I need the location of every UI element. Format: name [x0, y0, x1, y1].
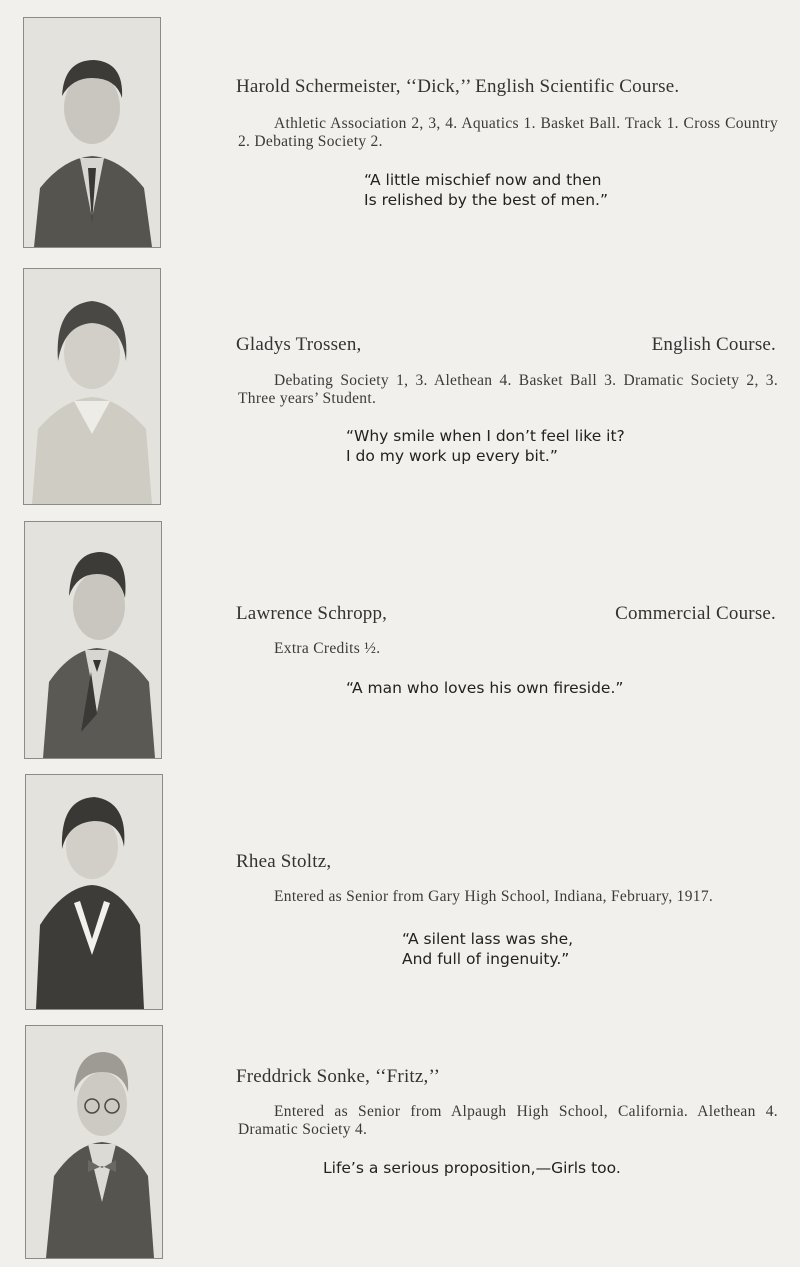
student-photo — [23, 17, 161, 248]
student-name-line — [236, 851, 776, 873]
quote-line: “A silent lass was she, — [402, 930, 574, 948]
quote-line: “A man who loves his own fireside.” — [346, 679, 624, 697]
student-photo — [25, 1025, 163, 1259]
student-photo — [23, 268, 161, 505]
student-photo — [25, 774, 163, 1010]
student-name: Freddrick Sonke, ‘‘Fritz,’’ — [236, 1066, 441, 1087]
student-name-line — [236, 334, 776, 356]
student-name-line — [236, 76, 776, 98]
quote-line: Life’s a serious proposition,—Girls too. — [323, 1159, 621, 1177]
student-name: Gladys Trossen, — [236, 334, 362, 355]
student-activities: Debating Society 1, 3. Alethean 4. Basket Ball 3. Dramatic Society 2, 3. Three years’ Student. — [238, 372, 778, 407]
student-quote — [364, 170, 608, 210]
student-name-line — [236, 1066, 776, 1088]
student-quote — [402, 929, 573, 969]
quote-line: “A little mischief now and then — [364, 171, 602, 189]
student-activities: Athletic Association 2, 3, 4. Aquatics 1. Basket Ball. Track 1. Cross Country 2. Debating Society 2. — [238, 115, 778, 150]
student-course: English Course. — [651, 334, 776, 355]
student-photo — [24, 521, 162, 759]
student-quote — [346, 426, 625, 466]
quote-line: And full of ingenuity.” — [402, 950, 570, 968]
student-name: Lawrence Schropp, — [236, 603, 388, 624]
student-course: Commercial Course. — [615, 603, 776, 624]
student-quote — [323, 1158, 621, 1178]
student-name-line — [236, 603, 776, 625]
student-activities: Entered as Senior from Alpaugh High School, California. Alethean 4. Dramatic Society 4. — [238, 1103, 778, 1138]
quote-line: I do my work up every bit.” — [346, 447, 558, 465]
student-name: Rhea Stoltz, — [236, 851, 332, 872]
student-activities: Extra Credits ½. — [274, 640, 381, 657]
student-activities: Entered as Senior from Gary High School, Indiana, February, 1917. — [274, 888, 714, 905]
quote-line: “Why smile when I don’t feel like it? — [346, 427, 625, 445]
quote-line: Is relished by the best of men.” — [364, 191, 608, 209]
student-name: Harold Schermeister, ‘‘Dick,’’ English Scientific Course. — [236, 76, 680, 97]
student-quote — [346, 678, 623, 698]
